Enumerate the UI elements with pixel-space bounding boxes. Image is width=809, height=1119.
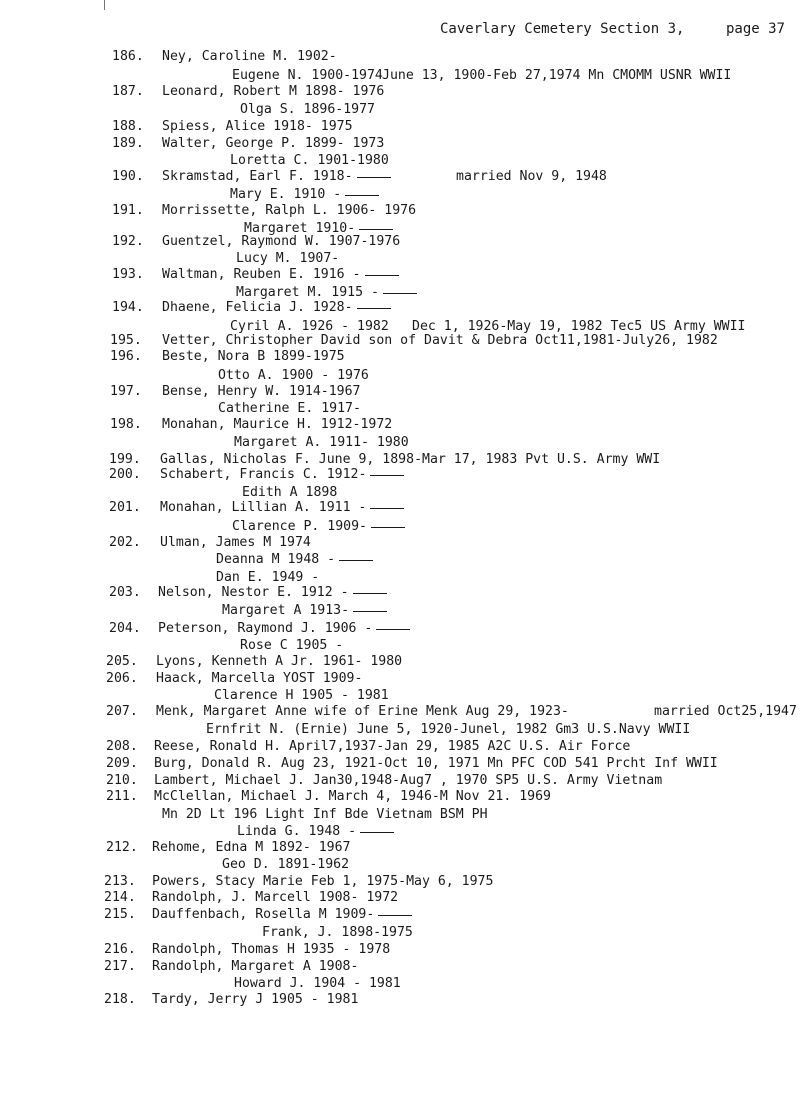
entry-number: 207. [106,704,138,719]
entry-number: 210. [106,773,138,788]
entry-line [0,889,809,906]
entry-name: Rose C 1905 - [240,638,344,653]
entry-number: 197. [110,384,142,399]
entry-name: Margaret 1910- [244,221,356,236]
entry-number: 192. [112,234,144,249]
entry-name: Otto A. 1900 - 1976 [218,368,369,383]
entry-line [0,584,809,601]
entry-name: Nelson, Nestor E. 1912 - [158,585,349,600]
entry-line [0,101,809,118]
blank-line [360,823,394,833]
blank-line [353,584,387,594]
entry-line [0,534,809,551]
entry-line [0,332,809,349]
blank-line [370,466,404,476]
entry-name: Monahan, Lillian A. 1911 - [160,500,367,515]
entry-name: Howard J. 1904 - 1981 [234,976,401,991]
entry-line [0,152,809,169]
entry-name: Randolph, Thomas H 1935 - 1978 [152,942,391,957]
entry-line [0,873,809,890]
entry-name: Burg, Donald R. Aug 23, 1921-Oct 10, 1971 Mn PFC COD 541 Prcht Inf WWII [154,756,718,771]
entry-line [0,233,809,250]
entry-line [0,687,809,704]
entry-name: Beste, Nora B 1899-1975 [162,349,345,364]
entry-name: Waltman, Reuben E. 1916 - [162,267,361,282]
blank-line [353,602,387,612]
entry-number: 186. [112,49,144,64]
entry-name: Bense, Henry W. 1914-1967 [162,384,361,399]
entry-line [0,348,809,365]
entry-number: 208. [106,739,138,754]
entry-number: 200. [109,467,141,482]
entry-name: Lucy M. 1907- [236,251,340,266]
entry-line [0,958,809,975]
blank-line [383,284,417,294]
entry-name: Leonard, Robert M 1898- 1976 [162,84,385,99]
entry-name: Margaret A 1913- [222,603,350,618]
entry-number: 201. [109,500,141,515]
entry-line [0,738,809,755]
entry-line [0,637,809,654]
entry-number: 211. [106,789,138,804]
entry-line [0,924,809,941]
entry-line [0,383,809,400]
entry-name: Geo D. 1891-1962 [222,857,350,872]
entry-name: Powers, Stacy Marie Feb 1, 1975-May 6, 1975 [152,874,494,889]
entry-line [0,434,809,451]
entry-name: Eugene N. 1900-1974 [232,68,383,83]
blank-line [345,186,379,196]
entry-number: 194. [112,300,144,315]
blank-line [357,299,391,309]
entry-name: Linda G. 1948 - [237,824,357,839]
entry-note: married Oct25,1947 [654,704,797,719]
entry-number: 209. [106,756,138,771]
entry-name: Walter, George P. 1899- 1973 [162,136,385,151]
entry-name: Randolph, Margaret A 1908- [152,959,359,974]
entry-line [0,48,809,65]
entry-line [0,168,809,185]
blank-line [371,518,405,528]
entry-name: Guentzel, Raymond W. 1907-1976 [162,234,401,249]
entry-name: Dauffenbach, Rosella M 1909- [152,907,375,922]
entry-number: 202. [109,535,141,550]
entry-name: Haack, Marcella YOST 1909- [156,671,363,686]
entry-name: Tardy, Jerry J 1905 - 1981 [152,992,359,1007]
entry-name: Monahan, Maurice H. 1912-1972 [162,417,393,432]
entry-line [0,823,809,840]
entry-detail: Dec 1, 1926-May 19, 1982 Tec5 US Army WWII [412,319,746,334]
entry-name: Spiess, Alice 1918- 1975 [162,119,353,134]
entry-line [0,839,809,856]
entry-line [0,416,809,433]
entry-name: Deanna M 1948 - [216,552,336,567]
blank-line [339,551,373,561]
entry-note: married Nov 9, 1948 [456,169,607,184]
entry-number: 213. [104,874,136,889]
entry-name: Edith A 1898 [242,485,338,500]
entry-line [0,135,809,152]
entry-line [0,856,809,873]
entry-name: McClellan, Michael J. March 4, 1946-M Nov 21. 1969 [154,789,551,804]
entry-line [0,499,809,516]
entry-number: 196. [110,349,142,364]
entry-name: Gallas, Nicholas F. June 9, 1898-Mar 17, 1983 Pvt U.S. Army WWI [160,452,661,467]
entry-number: 203. [109,585,141,600]
entry-name: Dan E. 1949 - [216,570,320,585]
entry-line [0,991,809,1008]
entry-number: 188. [112,119,144,134]
blank-line [359,220,393,230]
entry-line [0,788,809,805]
entry-line [0,620,809,637]
entry-line [0,772,809,789]
entry-line [0,602,809,619]
entry-line [0,118,809,135]
section-title: Caverlary Cemetery Section 3, [440,21,685,37]
entry-name: Lyons, Kenneth A Jr. 1961- 1980 [156,654,403,669]
entry-line [0,299,809,316]
entry-number: 218. [104,992,136,1007]
entry-line [0,755,809,772]
entry-line [0,202,809,219]
blank-line [357,168,391,178]
entry-line [0,806,809,823]
entry-number: 187. [112,84,144,99]
entry-number: 195. [110,333,142,348]
entry-line [0,670,809,687]
entry-name: Schabert, Francis C. 1912- [160,467,367,482]
entry-number: 212. [106,840,138,855]
entry-name: Reese, Ronald H. April7,1937-Jan 29, 1985 A2C U.S. Air Force [154,739,631,754]
entry-number: 204. [109,621,141,636]
entry-line [0,906,809,923]
entry-name: Cyril A. 1926 - 1982 [230,319,389,334]
entry-number: 199. [109,452,141,467]
entry-name: Frank, J. 1898-1975 [262,925,413,940]
entry-name: Mary E. 1910 - [230,187,342,202]
entry-line [0,266,809,283]
entry-number: 214. [104,890,136,905]
entry-name: Rehome, Edna M 1892- 1967 [152,840,351,855]
entry-name: Ernfrit N. (Ernie) June 5, 1920-Junel, 1982 Gm3 U.S.Navy WWII [206,722,691,737]
entry-number: 206. [106,671,138,686]
entry-line [0,367,809,384]
page-number: page 37 [725,21,785,37]
entry-name: Clarence H 1905 - 1981 [214,688,389,703]
entry-name: Olga S. 1896-1977 [240,102,375,117]
entry-number: 217. [104,959,136,974]
entry-line [0,653,809,670]
entry-number: 216. [104,942,136,957]
entry-number: 193. [112,267,144,282]
entry-line [0,518,809,535]
entry-number: 191. [112,203,144,218]
entry-name: Margaret M. 1915 - [236,285,379,300]
entry-name: Mn 2D Lt 196 Light Inf Bde Vietnam BSM PH [162,807,488,822]
entry-line [0,551,809,568]
entry-line [0,941,809,958]
entry-name: Vetter, Christopher David son of Davit & Debra Oct11,1981-July26, 1982 [162,333,718,348]
blank-line [376,620,410,630]
entry-line [0,400,809,417]
entry-name: Peterson, Raymond J. 1906 - [158,621,373,636]
entry-line [0,186,809,203]
entry-name: Loretta C. 1901-1980 [230,153,389,168]
entry-number: 215. [104,907,136,922]
entry-name: Skramstad, Earl F. 1918- [162,169,353,184]
entry-line [0,466,809,483]
entry-detail: June 13, 1900-Feb 27,1974 Mn CMOMM USNR WWII [382,68,732,83]
entry-line [0,250,809,267]
entry-number: 205. [106,654,138,669]
entry-name: Ney, Caroline M. 1902- [162,49,337,64]
blank-line [365,266,399,276]
entry-number: 198. [110,417,142,432]
entry-line [0,721,809,738]
blank-line [378,906,412,916]
blank-line [370,499,404,509]
entry-name: Catherine E. 1917- [218,401,361,416]
entry-name: Randolph, J. Marcell 1908- 1972 [152,890,399,905]
entry-name: Margaret A. 1911- 1980 [234,435,409,450]
entry-line [0,975,809,992]
entry-name: Lambert, Michael J. Jan30,1948-Aug7 , 1970 SP5 U.S. Army Vietnam [154,773,663,788]
entry-name: Ulman, James M 1974 [160,535,311,550]
entry-line [0,67,809,84]
entry-number: 190. [112,169,144,184]
entry-name: Morrissette, Ralph L. 1906- 1976 [162,203,417,218]
entry-name: Menk, Margaret Anne wife of Erine Menk Aug 29, 1923- [156,704,569,719]
entry-line [0,83,809,100]
entry-number: 189. [112,136,144,151]
entry-name: Dhaene, Felicia J. 1928- [162,300,353,315]
entry-name: Clarence P. 1909- [232,519,367,534]
entry-line [0,703,809,720]
